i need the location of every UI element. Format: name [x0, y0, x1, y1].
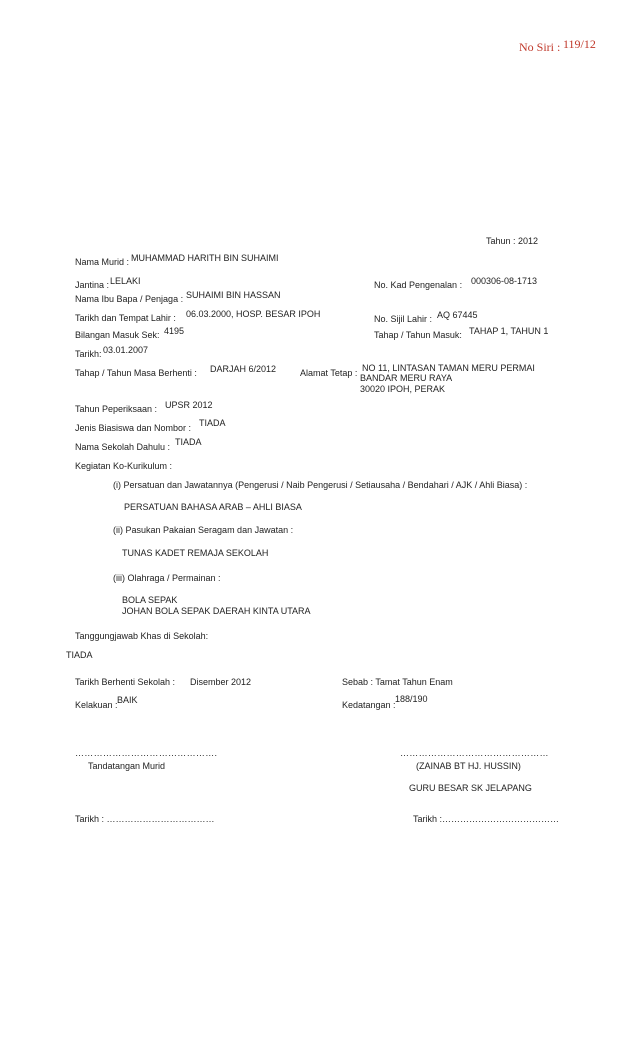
- parent-value: SUHAIMI BIN HASSAN: [186, 290, 281, 300]
- leave-date-value: Disember 2012: [190, 677, 252, 687]
- ic-label: No. Kad Pengenalan :: [374, 280, 463, 290]
- prev-school-label: Nama Sekolah Dahulu :: [75, 442, 171, 452]
- prev-school-value: TIADA: [175, 437, 202, 447]
- headmaster-name: (ZAINAB BT HJ. HUSSIN): [416, 761, 521, 771]
- address-line-3: 30020 IPOH, PERAK: [360, 384, 446, 394]
- name-label: Nama Murid :: [75, 257, 130, 267]
- date-value: 03.01.2007: [103, 345, 149, 355]
- exam-value: UPSR 2012: [165, 400, 213, 410]
- cocurricular-item-3-value-1: BOLA SEPAK: [122, 595, 178, 605]
- cocurricular-item-2-value: TUNAS KADET REMAJA SEKOLAH: [122, 548, 269, 558]
- date-label: Tarikh:: [75, 349, 102, 359]
- leave-reason: Sebab : Tamat Tahun Enam: [342, 677, 453, 687]
- leave-date-label: Tarikh Berhenti Sekolah :: [75, 677, 176, 687]
- admission-no-value: 4195: [164, 326, 185, 336]
- headmaster-signature-line: …………………………………………: [400, 748, 549, 758]
- name-value: MUHAMMAD HARITH BIN SUHAIMI: [131, 253, 279, 263]
- student-date-line: Tarikh : ………………………………: [75, 814, 215, 824]
- cocurricular-item-3-label: (iii) Olahraga / Permainan :: [113, 573, 221, 583]
- cocurricular-item-3-value-2: JOHAN BOLA SEPAK DAERAH KINTA UTARA: [122, 606, 311, 616]
- leave-level-label: Tahap / Tahun Masa Berhenti :: [75, 368, 197, 378]
- serial-number: 119/12: [563, 37, 596, 51]
- admission-level-label: Tahap / Tahun Masuk:: [374, 330, 462, 340]
- address-line-1: NO 11, LINTASAN TAMAN MERU PERMAI: [362, 363, 535, 373]
- attendance-label: Kedatangan :: [342, 700, 396, 710]
- leave-level-value: DARJAH 6/2012: [210, 364, 277, 374]
- conduct-value: BAIK: [117, 695, 138, 705]
- parent-label: Nama Ibu Bapa / Penjaga :: [75, 294, 184, 304]
- cert-value: AQ 67445: [437, 310, 478, 320]
- attendance-value: 188/190: [395, 694, 428, 704]
- headmaster-date-line: Tarikh :…………………………………: [413, 814, 560, 824]
- admission-no-label: Bilangan Masuk Sek:: [75, 330, 160, 340]
- gender-value: LELAKI: [110, 276, 141, 286]
- student-signature-line: ……………………………………….: [75, 748, 218, 758]
- birth-label: Tarikh dan Tempat Lahir :: [75, 313, 176, 323]
- conduct-label: Kelakuan :: [75, 700, 118, 710]
- scholarship-value: TIADA: [199, 418, 226, 428]
- duty-value: TIADA: [66, 650, 93, 660]
- birth-value: 06.03.2000, HOSP. BESAR IPOH: [186, 309, 321, 319]
- cert-label: No. Sijil Lahir :: [374, 314, 433, 324]
- admission-level-value: TAHAP 1, TAHUN 1: [469, 326, 549, 336]
- cocurricular-item-1-label: (i) Persatuan dan Jawatannya (Pengerusi / Naib Pengerusi / Setiausaha / Bendahari / AJK / Ahli Biasa) :: [113, 480, 528, 490]
- exam-label: Tahun Peperiksaan :: [75, 404, 158, 414]
- gender-label: Jantina :: [75, 280, 110, 290]
- serial-label: No Siri :: [519, 40, 561, 54]
- cocurricular-item-1-value: PERSATUAN BAHASA ARAB – AHLI BIASA: [124, 502, 302, 512]
- headmaster-title: GURU BESAR SK JELAPANG: [409, 783, 532, 793]
- duty-label: Tanggungjawab Khas di Sekolah:: [75, 631, 209, 641]
- address-line-2: BANDAR MERU RAYA: [360, 373, 453, 383]
- cocurricular-heading: Kegiatan Ko-Kurikulum :: [75, 461, 173, 471]
- student-signature-caption: Tandatangan Murid: [88, 761, 166, 771]
- cocurricular-item-2-label: (ii) Pasukan Pakaian Seragam dan Jawatan :: [113, 525, 294, 535]
- ic-value: 000306-08-1713: [471, 276, 538, 286]
- address-label: Alamat Tetap :: [300, 368, 358, 378]
- scholarship-label: Jenis Biasiswa dan Nombor :: [75, 423, 192, 433]
- year: Tahun : 2012: [486, 236, 539, 246]
